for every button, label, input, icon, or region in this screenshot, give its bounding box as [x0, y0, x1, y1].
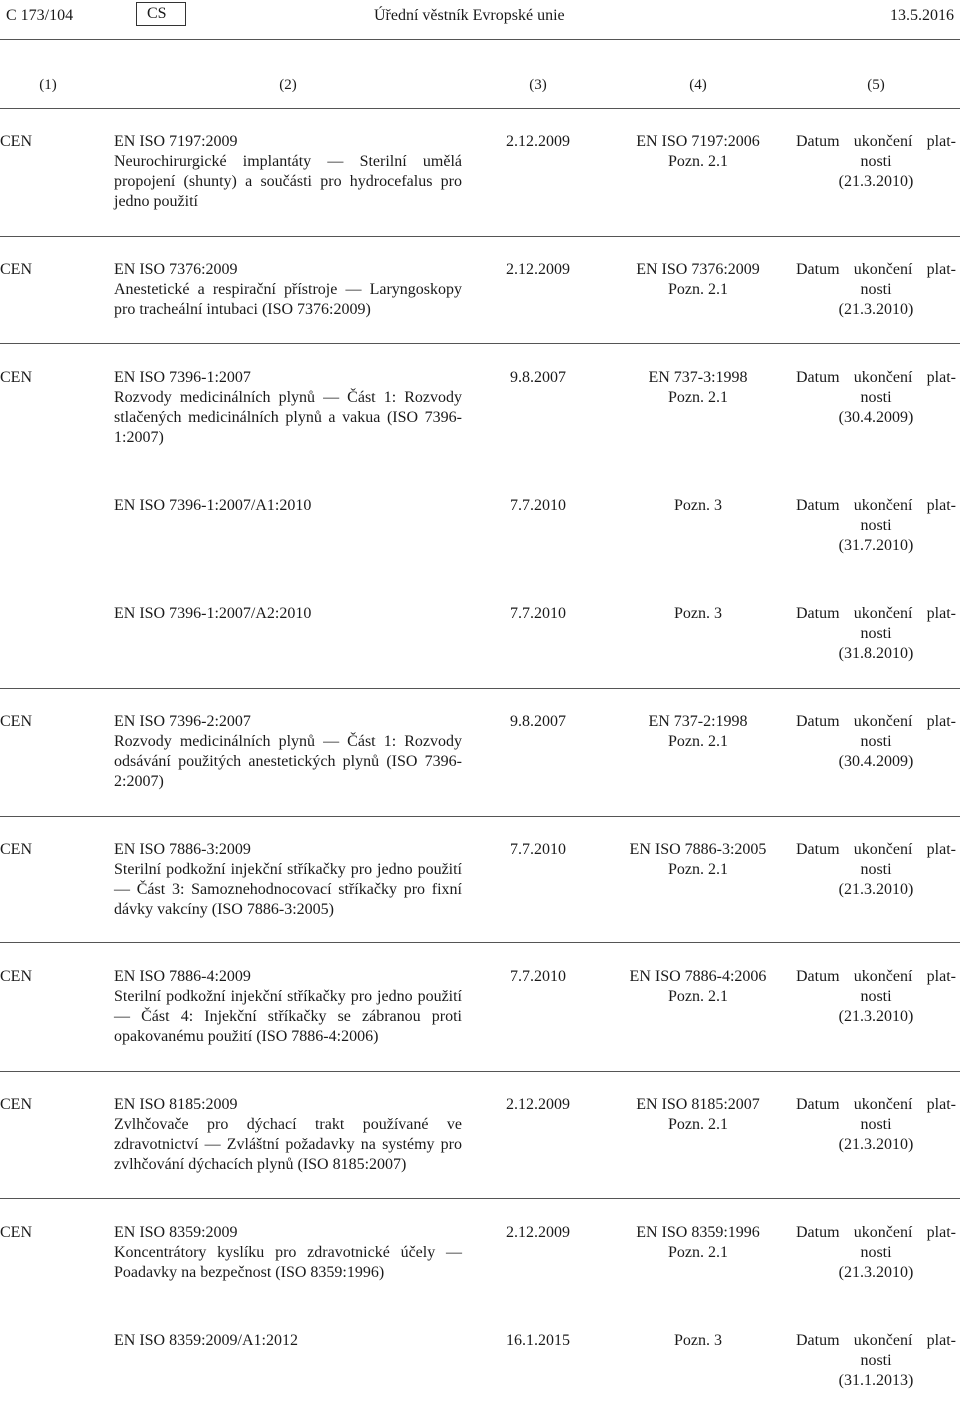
- org-cell: CEN: [0, 369, 32, 386]
- standard-reference: EN ISO 8185:2009: [114, 1096, 238, 1113]
- cessation-date: (30.4.2009): [838, 753, 914, 770]
- note-ref: Pozn. 2.1: [668, 153, 728, 170]
- org-cell: CEN: [0, 133, 32, 150]
- cessation-label-cont: nosti: [860, 281, 892, 298]
- standard-title: Anestetické a respirační přístroje — Laryngoskopy pro tracheální intubaci (ISO 7376:2009): [114, 281, 462, 318]
- row-divider: [0, 688, 960, 689]
- standard-cell: [114, 496, 462, 516]
- note-ref: Pozn. 2.1: [668, 389, 728, 406]
- superseded-standard: EN 737-2:1998: [648, 713, 748, 730]
- reference-date: 2.12.2009: [506, 1096, 570, 1113]
- superseded-standard: Pozn. 3: [674, 605, 722, 622]
- note-ref: Pozn. 2.1: [668, 281, 728, 298]
- reference-date: 7.7.2010: [510, 841, 566, 858]
- cessation-cell: [796, 604, 956, 664]
- header-rule: [0, 39, 960, 40]
- standard-cell: [114, 712, 462, 792]
- cessation-cell: [796, 840, 956, 900]
- cessation-label: Datum ukončení plat-: [796, 968, 956, 985]
- row-divider: [0, 236, 960, 237]
- cessation-cell: [796, 260, 956, 320]
- cessation-cell: [796, 368, 956, 428]
- standard-reference: EN ISO 7396-1:2007: [114, 369, 251, 386]
- standard-cell: [114, 840, 462, 920]
- standard-cell: [114, 260, 462, 320]
- standard-reference: EN ISO 8359:2009: [114, 1224, 238, 1241]
- cessation-label-cont: nosti: [860, 861, 892, 878]
- superseded-cell: [612, 260, 784, 300]
- language-code: CS: [136, 2, 186, 26]
- reference-date: 7.7.2010: [510, 605, 566, 622]
- standard-reference: EN ISO 7197:2009: [114, 133, 238, 150]
- cessation-label-cont: nosti: [860, 1244, 892, 1261]
- cessation-label-cont: nosti: [860, 988, 892, 1005]
- standard-reference: EN ISO 8359:2009/A1:2012: [114, 1332, 298, 1349]
- cessation-date: (31.8.2010): [838, 645, 914, 662]
- cessation-cell: [796, 1223, 956, 1283]
- standard-reference: EN ISO 7396-1:2007/A1:2010: [114, 497, 312, 514]
- superseded-standard: EN ISO 8185:2007: [636, 1096, 760, 1113]
- cessation-label-cont: nosti: [860, 733, 892, 750]
- note-ref: Pozn. 2.1: [668, 733, 728, 750]
- publication-date: 13.5.2016: [890, 7, 954, 24]
- standard-cell: [114, 368, 462, 448]
- cessation-label-cont: nosti: [860, 389, 892, 406]
- superseded-standard: EN ISO 7197:2006: [636, 133, 760, 150]
- superseded-cell: [612, 368, 784, 408]
- superseded-cell: [612, 1331, 784, 1351]
- standard-title: Neurochirurgické implantáty — Sterilní umělá propojení (shunty) a součásti pro hydrocefalus pro jedno použití: [114, 153, 462, 210]
- reference-date: 2.12.2009: [506, 261, 570, 278]
- standard-reference: EN ISO 7396-2:2007: [114, 713, 251, 730]
- cessation-label: Datum ukončení plat-: [796, 841, 956, 858]
- row-divider: [0, 108, 960, 109]
- cessation-label-cont: nosti: [860, 517, 892, 534]
- standard-cell: [114, 132, 462, 212]
- standard-reference: EN ISO 7886-4:2009: [114, 968, 251, 985]
- cessation-date: (31.7.2010): [838, 537, 914, 554]
- reference-date: 16.1.2015: [506, 1332, 570, 1349]
- cessation-date: (21.3.2010): [838, 1264, 914, 1281]
- standard-cell: [114, 1095, 462, 1175]
- note-ref: Pozn. 2.1: [668, 1116, 728, 1133]
- page-header: [0, 0, 960, 40]
- standard-title: Rozvody medicinálních plynů — Část 1: Rozvody odsávání použitých anestetických plynů (ISO 7396-2:2007): [114, 733, 462, 790]
- cessation-label: Datum ukončení plat-: [796, 369, 956, 386]
- standard-title: Sterilní podkožní injekční stříkačky pro jedno použití — Část 3: Samoznehodnocovací stříkačky pro fixní dávky vakcíny (ISO 7886-3:2005): [114, 861, 462, 918]
- cessation-label-cont: nosti: [860, 1352, 892, 1369]
- superseded-standard: EN 737-3:1998: [648, 369, 748, 386]
- column-header: (3): [529, 77, 547, 93]
- standard-reference: EN ISO 7396-1:2007/A2:2010: [114, 605, 312, 622]
- reference-date: 7.7.2010: [510, 497, 566, 514]
- cessation-label: Datum ukončení plat-: [796, 713, 956, 730]
- superseded-cell: [612, 712, 784, 752]
- superseded-cell: [612, 967, 784, 1007]
- superseded-standard: Pozn. 3: [674, 1332, 722, 1349]
- cessation-label: Datum ukončení plat-: [796, 133, 956, 150]
- cessation-date: (21.3.2010): [838, 1136, 914, 1153]
- column-header: (2): [279, 77, 297, 93]
- cessation-label-cont: nosti: [860, 153, 892, 170]
- org-cell: CEN: [0, 841, 32, 858]
- note-ref: Pozn. 2.1: [668, 861, 728, 878]
- org-cell: CEN: [0, 261, 32, 278]
- cessation-date: (31.1.2013): [838, 1372, 914, 1389]
- standard-title: Koncentrátory kyslíku pro zdravotnické účely — Poadavky na bezpečnost (ISO 8359:1996): [114, 1244, 462, 1281]
- org-cell: CEN: [0, 713, 32, 730]
- standard-cell: [114, 967, 462, 1047]
- note-ref: Pozn. 2.1: [668, 988, 728, 1005]
- cessation-label: Datum ukončení plat-: [796, 1096, 956, 1113]
- standard-cell: [114, 1331, 462, 1351]
- journal-title: Úřední věstník Evropské unie: [374, 7, 565, 24]
- standard-reference: EN ISO 7886-3:2009: [114, 841, 251, 858]
- reference-date: 2.12.2009: [506, 1224, 570, 1241]
- cessation-label: Datum ukončení plat-: [796, 1224, 956, 1241]
- standard-reference: EN ISO 7376:2009: [114, 261, 238, 278]
- cessation-date: (21.3.2010): [838, 301, 914, 318]
- superseded-cell: [612, 496, 784, 516]
- cessation-label: Datum ukončení plat-: [796, 261, 956, 278]
- cessation-cell: [796, 1095, 956, 1155]
- cessation-label: Datum ukončení plat-: [796, 1332, 956, 1349]
- row-divider: [0, 816, 960, 817]
- reference-date: 9.8.2007: [510, 369, 566, 386]
- superseded-cell: [612, 1095, 784, 1135]
- standard-cell: [114, 1223, 462, 1283]
- cessation-cell: [796, 1331, 956, 1391]
- superseded-standard: EN ISO 7886-3:2005: [629, 841, 767, 858]
- column-header: (4): [689, 77, 707, 93]
- superseded-cell: [612, 604, 784, 624]
- cessation-cell: [796, 712, 956, 772]
- cessation-label: Datum ukončení plat-: [796, 497, 956, 514]
- superseded-standard: EN ISO 7886-4:2006: [629, 968, 767, 985]
- reference-date: 9.8.2007: [510, 713, 566, 730]
- superseded-standard: EN ISO 8359:1996: [636, 1224, 760, 1241]
- row-divider: [0, 1071, 960, 1072]
- superseded-cell: [612, 840, 784, 880]
- cessation-label-cont: nosti: [860, 1116, 892, 1133]
- column-header: (5): [867, 77, 885, 93]
- standard-title: Zvlhčovače pro dýchací trakt používané ve zdravotnictví — Zvláštní požadavky na systémy pro zvlhčování dýchacích plynů (ISO 8185:2007): [114, 1116, 462, 1173]
- org-cell: CEN: [0, 1224, 32, 1241]
- cessation-cell: [796, 967, 956, 1027]
- superseded-standard: EN ISO 7376:2009: [636, 261, 760, 278]
- reference-date: 2.12.2009: [506, 133, 570, 150]
- standard-cell: [114, 604, 462, 624]
- cessation-label-cont: nosti: [860, 625, 892, 642]
- reference-date: 7.7.2010: [510, 968, 566, 985]
- cessation-cell: [796, 132, 956, 192]
- cessation-date: (21.3.2010): [838, 173, 914, 190]
- cessation-date: (21.3.2010): [838, 881, 914, 898]
- standard-title: Rozvody medicinálních plynů — Část 1: Rozvody stlačených medicinálních plynů a vakua (ISO 7396-1:2007): [114, 389, 462, 446]
- row-divider: [0, 343, 960, 344]
- standard-title: Sterilní podkožní injekční stříkačky pro jedno použití — Část 4: Injekční stříkačky se zábranou proti opakovanému použití (ISO 7886-4:2006): [114, 988, 462, 1045]
- column-header: (1): [39, 77, 57, 93]
- org-cell: CEN: [0, 968, 32, 985]
- cessation-date: (21.3.2010): [838, 1008, 914, 1025]
- column-headers: [0, 77, 960, 97]
- page-reference: C 173/104: [6, 7, 74, 24]
- note-ref: Pozn. 2.1: [668, 1244, 728, 1261]
- cessation-label: Datum ukončení plat-: [796, 605, 956, 622]
- cessation-date: (30.4.2009): [838, 409, 914, 426]
- superseded-standard: Pozn. 3: [674, 497, 722, 514]
- org-cell: CEN: [0, 1096, 32, 1113]
- row-divider: [0, 942, 960, 943]
- row-divider: [0, 1198, 960, 1199]
- cessation-cell: [796, 496, 956, 556]
- superseded-cell: [612, 1223, 784, 1263]
- superseded-cell: [612, 132, 784, 172]
